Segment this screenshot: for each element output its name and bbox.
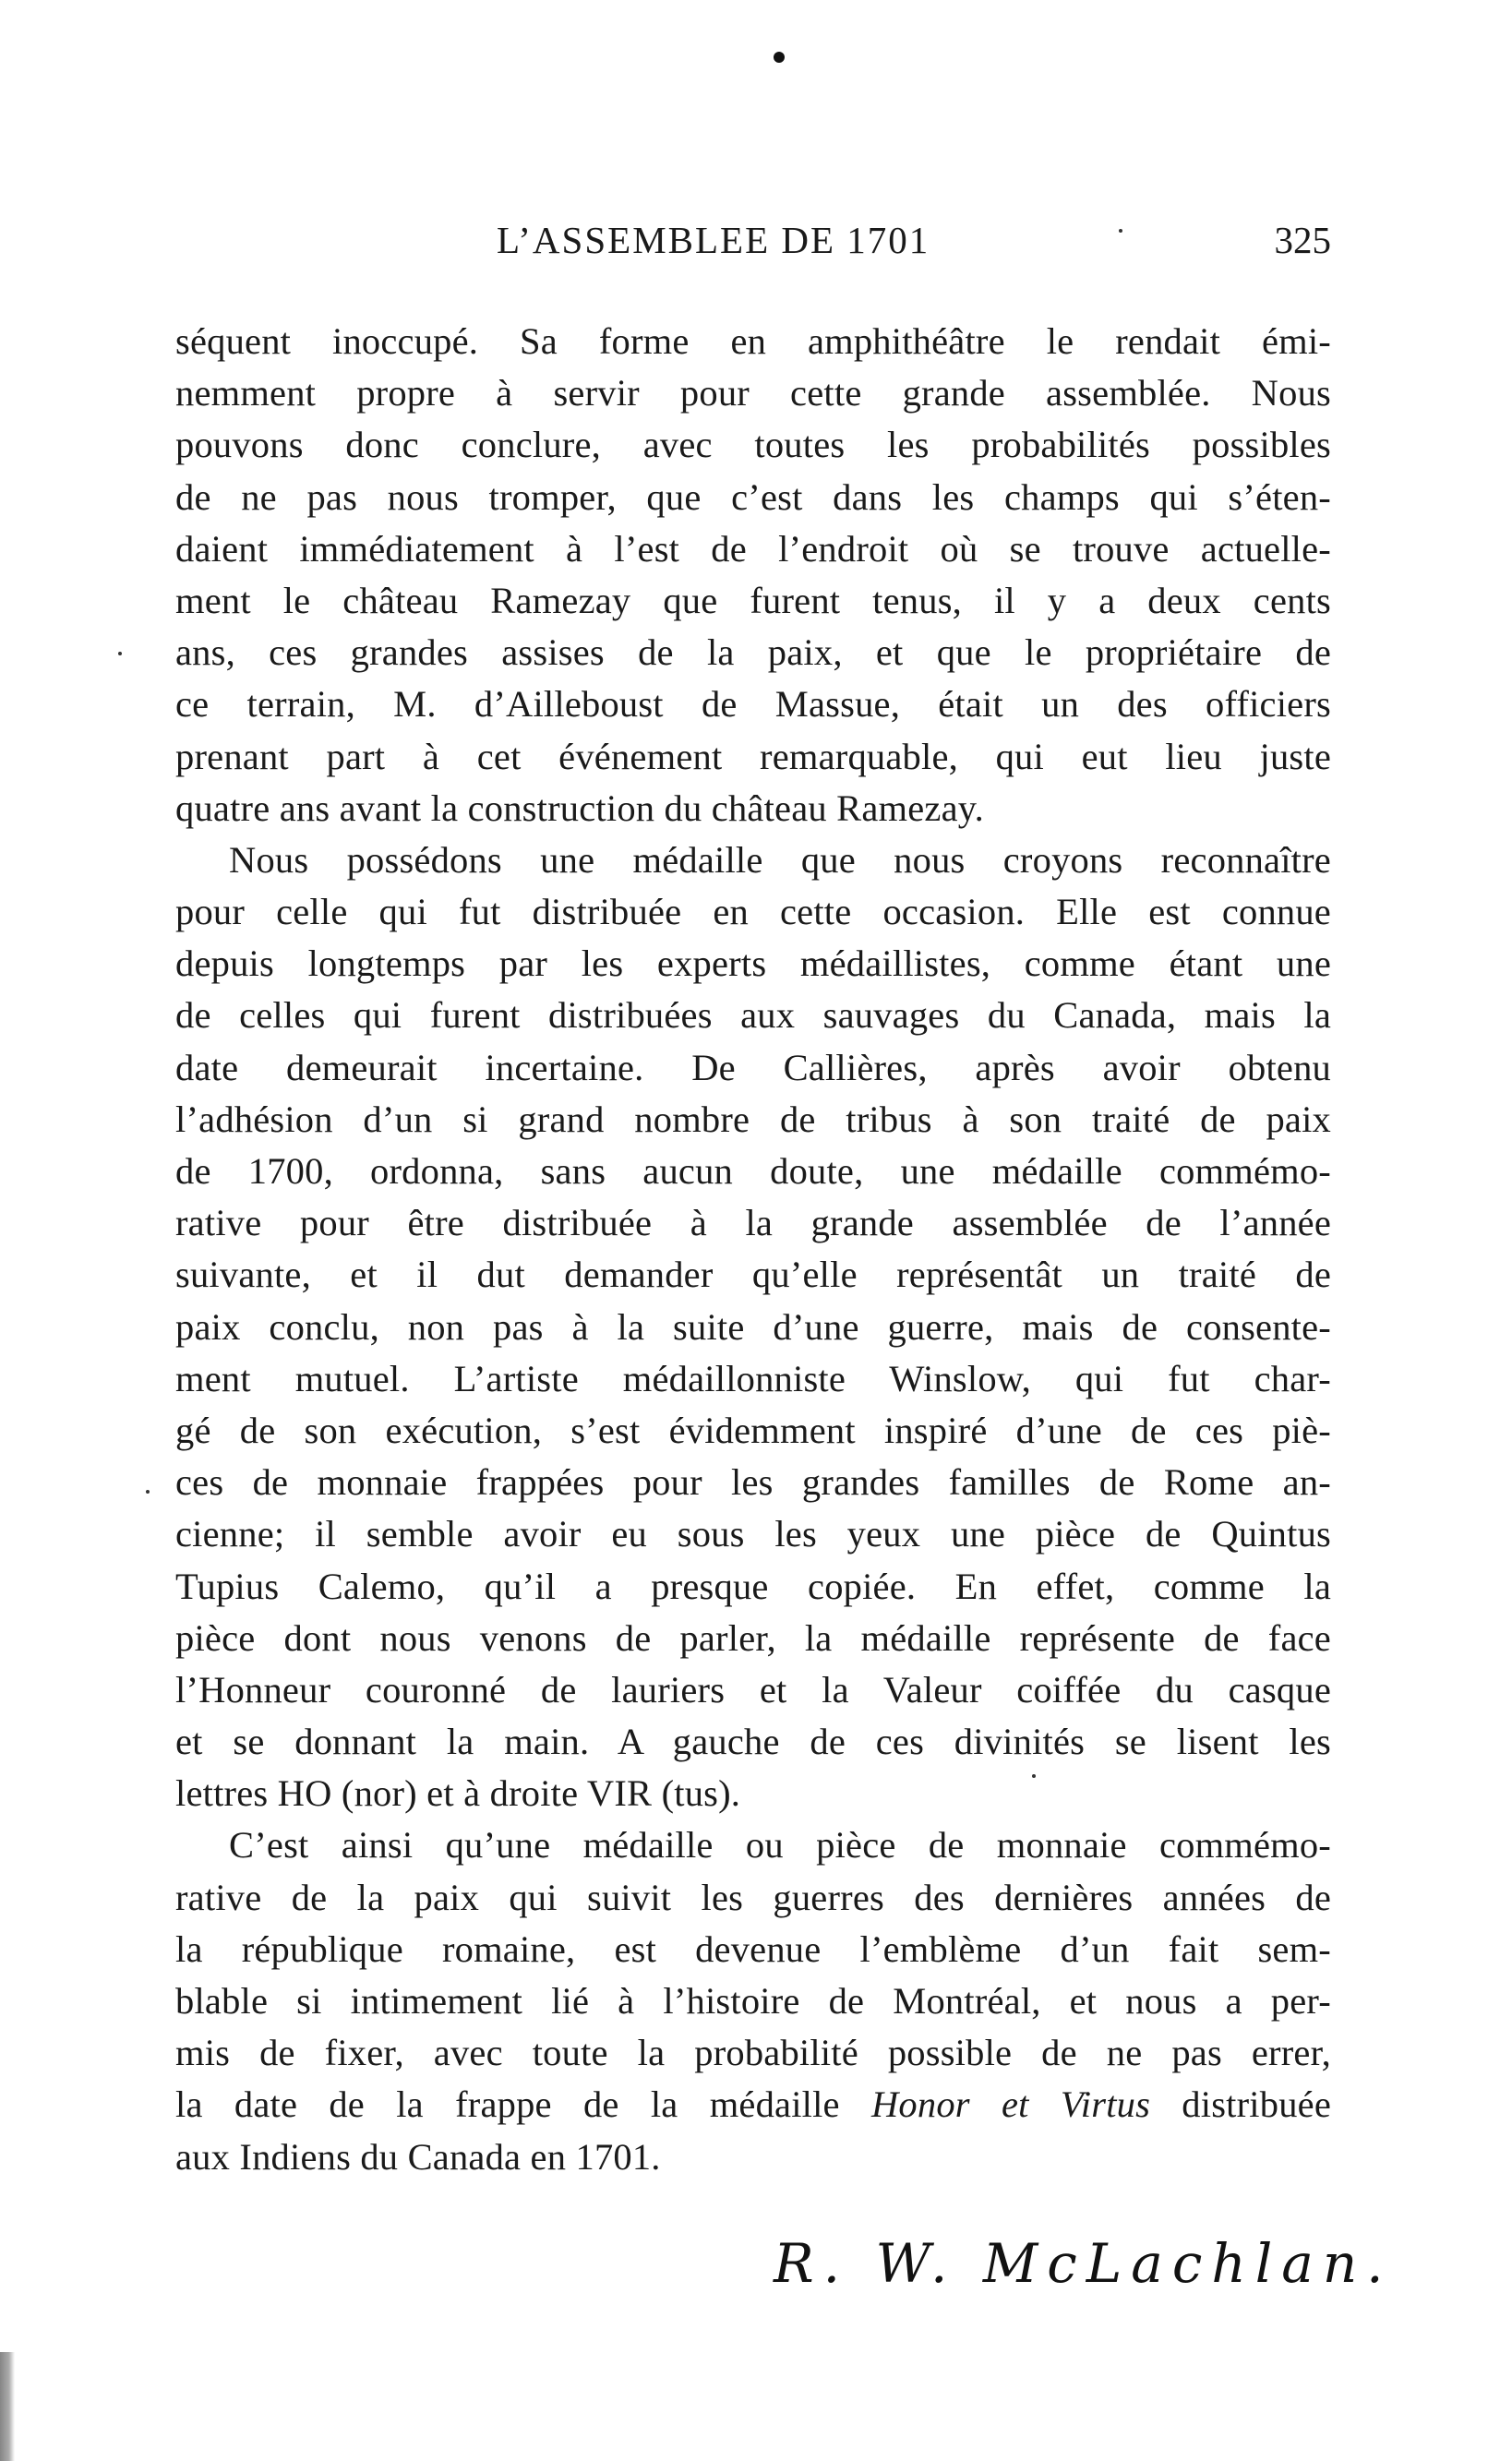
text-line: de 1700, ordonna, sans aucun doute, une médaille commémo-: [175, 1150, 1331, 1192]
medal-title-italic: Honor et Virtus: [870, 2083, 1151, 2126]
text-line: date demeurait incertaine. De Callières, après avoir obtenu: [175, 1046, 1331, 1088]
text-line: pouvons donc conclure, avec toutes les probabilités possibles: [175, 424, 1331, 466]
text-line: rative de la paix qui suivit les guerres des dernières années de: [175, 1876, 1331, 1918]
text-line: ment le château Ramezay que furent tenus, il y a deux cents: [175, 579, 1331, 621]
text-line: la république romaine, est devenue l’emblème d’un fait sem-: [175, 1927, 1331, 1970]
text-line: gé de son exécution, s’est évidemment inspiré d’une de ces piè-: [175, 1409, 1331, 1451]
scan-speck: [118, 652, 122, 655]
text-line: Tupius Calemo, qu’il a presque copiée. En effet, comme la: [175, 1565, 1331, 1607]
paragraph: [175, 316, 1331, 834]
text-line: aux Indiens du Canada en 1701.: [175, 2135, 661, 2178]
text-line: nemment propre à servir pour cette grande assemblée. Nous: [175, 372, 1331, 414]
scan-speck: [1032, 1774, 1036, 1778]
text-line: séquent inoccupé. Sa forme en amphithéâtre le rendait émi-: [175, 320, 1331, 362]
printer-dot-mark: [774, 52, 785, 63]
text-line: ment mutuel. L’artiste médaillonniste Winslow, qui fut char-: [175, 1357, 1331, 1399]
scan-speck: [146, 1490, 150, 1494]
text-line: Nous possédons une médaille que nous croyons reconnaître: [229, 838, 1331, 881]
paragraph: [175, 834, 1331, 1820]
text-line: pour celle qui fut distribuée en cette occasion. Elle est connue: [175, 891, 1331, 933]
text-line: l’adhésion d’un si grand nombre de tribus à son traité de paix: [175, 1098, 1331, 1140]
page-header: [175, 218, 1331, 273]
text-line: daient immédiatement à l’est de l’endroit où se trouve actuelle-: [175, 527, 1331, 570]
text-line: mis de fixer, avec toute la probabilité possible de ne pas errer,: [175, 2032, 1331, 2074]
text-line: prenant part à cet événement remarquable, qui eut lieu juste: [175, 735, 1331, 777]
text-line: la date de la frappe de la médaille Honor et Virtus distribuée: [175, 2083, 1332, 2126]
text-line: depuis longtemps par les experts médaillistes, comme étant une: [175, 942, 1331, 985]
author-signature: R. W. McLachlan.: [774, 2232, 1393, 2295]
text-line: l’Honneur couronné de lauriers et la Valeur coiffée du casque: [175, 1668, 1331, 1711]
text-line: pièce dont nous venons de parler, la médaille représente de face: [175, 1616, 1331, 1659]
text-line: ans, ces grandes assises de la paix, et que le propriétaire de: [175, 631, 1331, 674]
paragraph: [175, 1819, 1331, 2182]
text-line: suivante, et il dut demander qu’elle représentât un traité de: [175, 1254, 1331, 1296]
text-line: ces de monnaie frappées pour les grandes familles de Rome an-: [175, 1461, 1331, 1504]
text-line: lettres HO (nor) et à droite VIR (tus).: [175, 1772, 741, 1815]
text-line: blable si intimement lié à l’histoire de Montréal, et nous a per-: [175, 1980, 1331, 2022]
text-line: de celles qui furent distribuées aux sauvages du Canada, mais la: [175, 994, 1331, 1037]
page-number: 325: [1274, 219, 1331, 261]
text-line: C’est ainsi qu’une médaille ou pièce de monnaie commémo-: [229, 1824, 1331, 1867]
text-line: ce terrain, M. d’Ailleboust de Massue, était un des officiers: [175, 683, 1331, 726]
text-line: rative pour être distribuée à la grande assemblée de l’année: [175, 1202, 1331, 1244]
body-text: [175, 316, 1331, 2183]
scan-edge-shadow: [0, 2352, 15, 2461]
text-line: quatre ans avant la construction du château Ramezay.: [175, 786, 984, 829]
text-line: de ne pas nous tromper, que c’est dans les champs qui s’éten-: [175, 475, 1331, 518]
text-line: et se donnant la main. A gauche de ces divinités se lisent les: [175, 1721, 1331, 1763]
running-title: L’ASSEMBLEE DE 1701: [497, 219, 930, 261]
text-line: paix conclu, non pas à la suite d’une guerre, mais de consente-: [175, 1305, 1331, 1348]
text-line: cienne; il semble avoir eu sous les yeux une pièce de Quintus: [175, 1513, 1331, 1555]
scan-speck: [1119, 229, 1122, 233]
